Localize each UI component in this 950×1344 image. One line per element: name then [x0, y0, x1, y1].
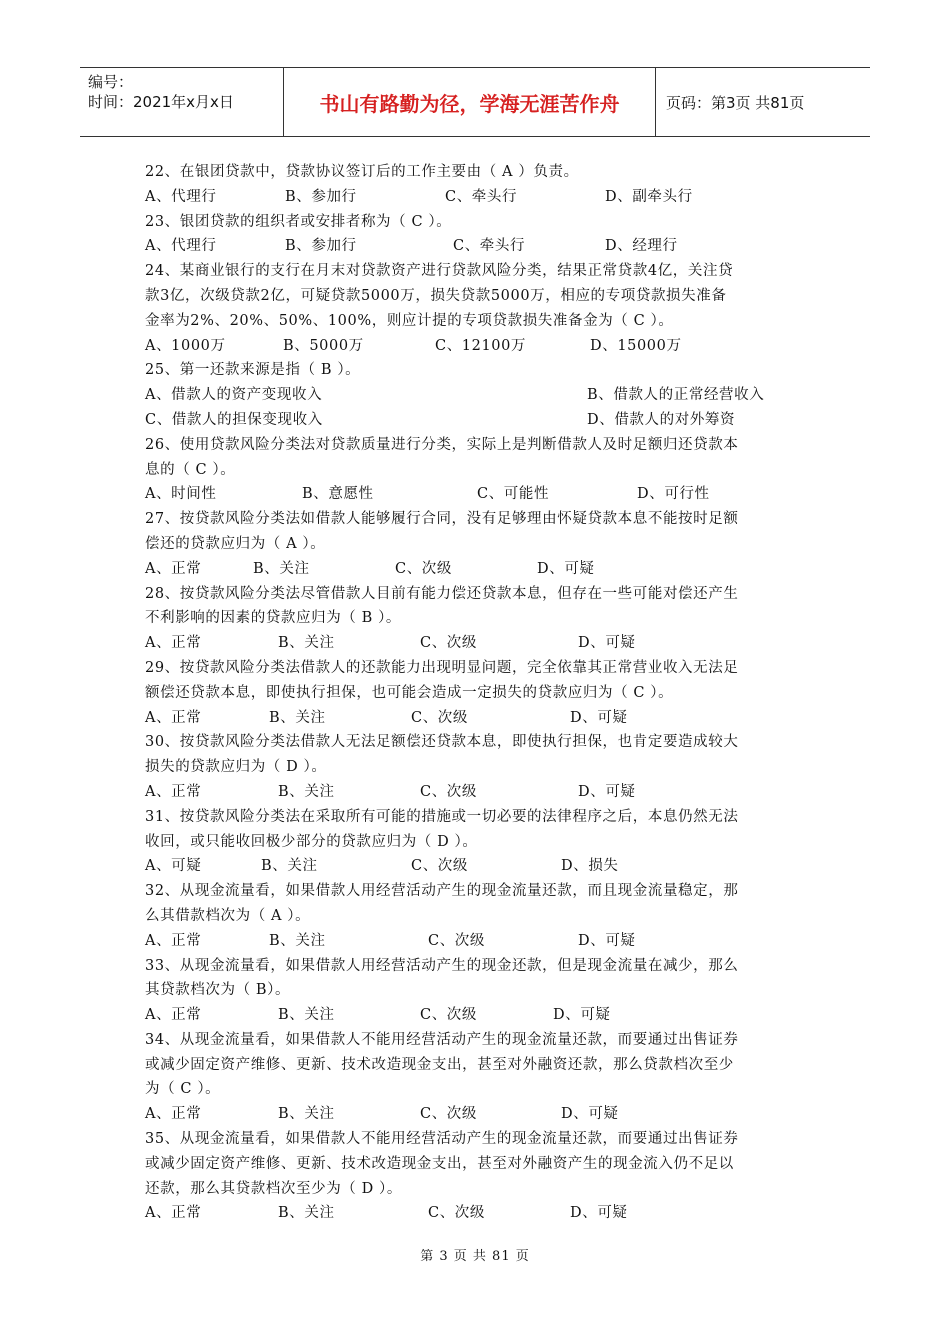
answer-option: D、15000万	[590, 337, 682, 354]
question-line: 息的（ C ）。	[145, 461, 236, 478]
answer-option: D、可疑	[537, 560, 595, 577]
answer-option: D、副牵头行	[605, 188, 693, 205]
question-line: 损失的贷款应归为（ D ）。	[145, 759, 327, 776]
options-line	[145, 1201, 810, 1226]
question-line: 33、从现金流量看，如果借款人用经营活动产生的现金还款，但是现金流量在减少，那么	[145, 957, 739, 974]
answer-option: B、关注	[278, 635, 335, 652]
answer-option: D、可疑	[578, 635, 636, 652]
question-line: 收回，或只能收回极少部分的贷款应归为（ D ）。	[145, 833, 478, 850]
answer-option: D、可疑	[561, 1106, 619, 1123]
options-line	[145, 854, 810, 879]
answer-option: A、正常	[145, 635, 202, 652]
answer-option: A、正常	[145, 1106, 202, 1123]
options-line	[145, 383, 810, 408]
answer-option: D、可疑	[570, 1205, 628, 1222]
answer-option: A、正常	[145, 783, 202, 800]
header-meta	[80, 68, 284, 136]
options-line	[145, 408, 810, 433]
question-line: 35、从现金流量看，如果借款人不能用经营活动产生的现金流量还款，而要通过出售证券	[145, 1131, 739, 1148]
question-content	[145, 160, 810, 1226]
question-line: 30、按贷款风险分类法借款人无法足额偿还贷款本息，即使执行担保，也肯定要造成较大	[145, 734, 739, 751]
question-line: 28、按贷款风险分类法尽管借款人目前有能力偿还贷款本息，但存在一些可能对偿还产生	[145, 585, 739, 602]
options-line	[145, 185, 810, 210]
question-line: 34、从现金流量看，如果借款人不能用经营活动产生的现金流量还款，而要通过出售证券	[145, 1031, 739, 1048]
question-line: 偿还的贷款应归为（ A ）。	[145, 535, 326, 552]
answer-option: C、次级	[428, 1205, 485, 1222]
options-line	[145, 631, 810, 656]
date-label: 时间：2021年x月x日	[88, 93, 234, 111]
answer-option: C、次级	[428, 932, 485, 949]
question-line: 22、在银团贷款中，贷款协议签订后的工作主要由（ A ）负责。	[145, 164, 579, 180]
answer-option: A、正常	[145, 709, 202, 726]
answer-option: B、参加行	[285, 188, 357, 205]
question-line: 款3亿，次级贷款2亿，可疑贷款5000万，损失贷款5000万，相应的专项贷款损失准备	[145, 287, 727, 304]
page-footer: 第 3 页 共 81 页	[420, 1249, 530, 1264]
options-line	[145, 1003, 810, 1028]
question-line: 或减少固定资产维修、更新、技术改造现金支出，甚至对外融资还款，那么贷款档次至少	[145, 1056, 734, 1073]
answer-option: C、次级	[420, 635, 477, 652]
options-line	[145, 482, 810, 507]
options-line	[145, 1102, 810, 1127]
answer-option: B、关注	[261, 858, 318, 875]
answer-option: A、正常	[145, 560, 202, 577]
answer-option: A、1000万	[145, 337, 226, 354]
question-line: 31、按贷款风险分类法在采取所有可能的措施或一切必要的法律程序之后，本息仍然无法	[145, 808, 739, 825]
options-line	[145, 234, 810, 259]
answer-option: C、可能性	[477, 486, 550, 503]
document-header	[80, 67, 870, 137]
question-line: 24、某商业银行的支行在月末对贷款资产进行贷款风险分类，结果正常贷款4亿，关注贷	[145, 263, 734, 280]
question-line: 26、使用贷款风险分类法对贷款质量进行分类，实际上是判断借款人及时足额归还贷款本	[145, 436, 739, 453]
answer-option: B、5000万	[283, 337, 364, 354]
answer-option: B、关注	[278, 783, 335, 800]
answer-option: C、牵头行	[453, 238, 526, 255]
options-line	[145, 334, 810, 359]
question-line: 其贷款档次为（ B）。	[145, 982, 291, 999]
options-line	[145, 557, 810, 582]
question-line: 32、从现金流量看，如果借款人用经营活动产生的现金流量还款，而且现金流量稳定，那	[145, 883, 739, 900]
answer-option: C、次级	[395, 560, 452, 577]
answer-option: C、借款人的担保变现收入	[145, 411, 323, 428]
question-line: 29、按贷款风险分类法借款人的还款能力出现明显问题，完全依靠其正常营业收入无法足	[145, 659, 739, 676]
answer-option: B、关注	[278, 1007, 335, 1024]
question-line: 金率为2%、20%、50%、100%，则应计提的专项贷款损失准备金为（ C ）。	[145, 312, 674, 329]
answer-option: C、次级	[420, 1106, 477, 1123]
options-line	[145, 780, 810, 805]
answer-option: B、关注	[278, 1205, 335, 1222]
answer-option: A、时间性	[145, 486, 217, 503]
question-line: 还款，那么其贷款档次至少为（ D ）。	[145, 1180, 402, 1197]
answer-option: B、参加行	[285, 238, 357, 255]
answer-option: A、可疑	[145, 858, 202, 875]
answer-option: D、可疑	[570, 709, 628, 726]
answer-option: D、损失	[561, 858, 619, 875]
answer-option: A、正常	[145, 932, 202, 949]
answer-option: C、次级	[420, 783, 477, 800]
answer-option: B、借款人的正常经营收入	[587, 387, 765, 404]
header-page-info: 页码：第3页 共81页	[666, 93, 805, 112]
question-line: 不利影响的因素的贷款应归为（ B ）。	[145, 610, 402, 627]
answer-option: A、正常	[145, 1205, 202, 1222]
answer-option: B、关注	[253, 560, 310, 577]
options-line	[145, 706, 810, 731]
answer-option: A、正常	[145, 1007, 202, 1024]
options-line	[145, 929, 810, 954]
answer-option: D、可行性	[637, 486, 710, 503]
code-label: 编号：	[88, 73, 134, 91]
answer-option: A、借款人的资产变现收入	[145, 387, 323, 404]
answer-option: D、借款人的对外筹资	[587, 411, 736, 428]
answer-option: D、可疑	[578, 783, 636, 800]
question-line: 27、按贷款风险分类法如借款人能够履行合同，没有足够理由怀疑贷款本息不能按时足额	[145, 511, 739, 528]
question-line: 额偿还贷款本息，即使执行担保，也可能会造成一定损失的贷款应归为（ C ）。	[145, 684, 674, 701]
answer-option: B、关注	[269, 709, 326, 726]
question-line: 23、银团贷款的组织者或安排者称为（ C ）。	[145, 213, 452, 230]
answer-option: B、关注	[269, 932, 326, 949]
question-line: 为（ C ）。	[145, 1081, 221, 1098]
answer-option: A、代理行	[145, 188, 217, 205]
answer-option: D、可疑	[553, 1007, 611, 1024]
answer-option: D、经理行	[605, 238, 678, 255]
answer-option: C、牵头行	[445, 188, 518, 205]
answer-option: C、次级	[420, 1007, 477, 1024]
answer-option: C、次级	[411, 858, 468, 875]
question-line: 么其借款档次为（ A ）。	[145, 907, 311, 924]
answer-option: B、关注	[278, 1106, 335, 1123]
answer-option: B、意愿性	[302, 486, 374, 503]
question-line: 25、第一还款来源是指（ B ）。	[145, 362, 361, 379]
answer-option: D、可疑	[578, 932, 636, 949]
answer-option: C、12100万	[435, 337, 527, 354]
question-line: 或减少固定资产维修、更新、技术改造现金支出，甚至对外融资产生的现金流入仍不足以	[145, 1155, 734, 1172]
header-motto: 书山有路勤为径，学海无涯苦作舟	[284, 68, 656, 136]
answer-option: C、次级	[411, 709, 468, 726]
answer-option: A、代理行	[145, 238, 217, 255]
